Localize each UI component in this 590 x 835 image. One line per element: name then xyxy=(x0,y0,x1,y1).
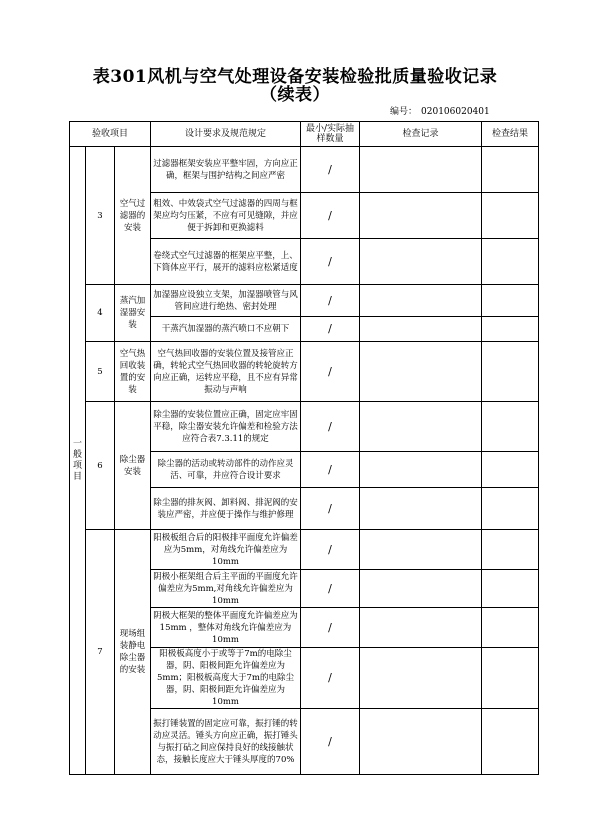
record-cell[interactable] xyxy=(360,530,482,570)
sample-cell: / xyxy=(301,452,360,488)
requirement-cell: 除尘器的安装位置应正确，固定应牢固平稳，除尘器安装允许偏差和检验方法应符合表7.3.11的规定 xyxy=(151,402,301,452)
sample-cell: / xyxy=(301,488,360,530)
result-cell[interactable] xyxy=(482,608,539,648)
table-row xyxy=(70,147,539,193)
item-name: 蒸汽加湿器安装 xyxy=(115,285,151,342)
record-cell[interactable] xyxy=(360,570,482,608)
requirement-cell: 除尘器的排灰阀、卸料阀、排泥阀的安装应严密，并应便于操作与维护修理 xyxy=(151,488,301,530)
result-cell[interactable] xyxy=(482,709,539,775)
result-cell[interactable] xyxy=(482,570,539,608)
record-cell[interactable] xyxy=(360,608,482,648)
record-code xyxy=(386,104,490,117)
sample-cell: / xyxy=(301,570,360,608)
result-cell[interactable] xyxy=(482,193,539,239)
result-cell[interactable] xyxy=(482,342,539,402)
result-cell[interactable] xyxy=(482,317,539,342)
record-cell[interactable] xyxy=(360,709,482,775)
item-no: 3 xyxy=(86,147,115,285)
sample-cell: / xyxy=(301,342,360,402)
result-cell[interactable] xyxy=(482,402,539,452)
result-cell[interactable] xyxy=(482,530,539,570)
requirement-cell: 空气热回收器的安装位置及接管应正确，转轮式空气热回收器的转轮旋转方向应正确，运转应平稳，且不应有异常振动与声响 xyxy=(151,342,301,402)
table-row xyxy=(70,285,539,317)
record-cell[interactable] xyxy=(360,285,482,317)
requirement-cell: 振打锤装置的固定应可靠，振打锤的转动应灵活。锤头方向应正确，振打锤头与振打砧之间应保持良好的线接触状态，接触长度应大于锤头厚度的70% xyxy=(151,709,301,775)
category-cell: 一般项目 xyxy=(70,147,86,775)
record-cell[interactable] xyxy=(360,147,482,193)
requirement-cell: 阳极板高度小于或等于7m的电除尘器，阴、阳极间距允许偏差应为5mm；阳极板高度大于7m的电除尘器，阴、阳极间距允许偏差应为10mm xyxy=(151,648,301,709)
sample-cell: / xyxy=(301,709,360,775)
item-name: 空气过滤器的安装 xyxy=(115,147,151,285)
result-cell[interactable] xyxy=(482,452,539,488)
result-cell[interactable] xyxy=(482,488,539,530)
requirement-cell: 粗效、中效袋式空气过滤器的四周与框架应均匀压紧，不应有可见缝隙，并应便于拆卸和更换滤料 xyxy=(151,193,301,239)
requirement-cell: 过滤器框架安装应平整牢固，方向应正确，框架与围护结构之间应严密 xyxy=(151,147,301,193)
header-record: 检查记录 xyxy=(360,122,482,147)
table-row xyxy=(70,342,539,402)
header-result: 检查结果 xyxy=(482,122,539,147)
sample-cell: / xyxy=(301,285,360,317)
sample-cell: / xyxy=(301,402,360,452)
sample-cell: / xyxy=(301,147,360,193)
record-cell[interactable] xyxy=(360,488,482,530)
sample-cell: / xyxy=(301,648,360,709)
item-name: 空气热回收装置的安装 xyxy=(115,342,151,402)
item-no: 7 xyxy=(86,530,115,775)
sample-cell: / xyxy=(301,239,360,285)
requirement-cell: 阴极大框架的整体平面度允许偏差应为 15mm ，整体对角线允许偏差应为10mm xyxy=(151,608,301,648)
requirement-cell: 干蒸汽加湿器的蒸汽喷口不应朝下 xyxy=(151,317,301,342)
requirement-cell: 加湿器应设独立支架，加湿器喷管与风管间应进行绝热、密封处理 xyxy=(151,285,301,317)
code-label: 编号： xyxy=(390,107,418,117)
table-row xyxy=(70,402,539,452)
page-title: 表301风机与空气处理设备安装检验批质量验收记录 xyxy=(92,67,498,87)
record-cell[interactable] xyxy=(360,342,482,402)
result-cell[interactable] xyxy=(482,147,539,193)
result-cell[interactable] xyxy=(482,285,539,317)
header-sample: 最小/实际抽样数量 xyxy=(301,122,360,147)
requirement-cell: 除尘器的活动或转动部件的动作应灵活、可靠，并应符合设计要求 xyxy=(151,452,301,488)
header-row xyxy=(70,122,539,147)
header-item: 验收项目 xyxy=(70,122,151,147)
code-value: 020106020401 xyxy=(421,107,490,117)
item-no: 4 xyxy=(86,285,115,342)
item-no: 5 xyxy=(86,342,115,402)
inspection-table xyxy=(69,121,539,775)
sample-cell: / xyxy=(301,317,360,342)
requirement-cell: 阳极板组合后的阳极排平面度允许偏差应为5mm，对角线允许偏差应为10mm xyxy=(151,530,301,570)
record-cell[interactable] xyxy=(360,239,482,285)
sample-cell: / xyxy=(301,530,360,570)
record-cell[interactable] xyxy=(360,648,482,709)
item-no: 6 xyxy=(86,402,115,530)
sample-cell: / xyxy=(301,193,360,239)
item-name: 现场组装静电除尘器的安装 xyxy=(115,530,151,775)
requirement-cell: 阴极小框架组合后主平面的平面度允许偏差应为5mm,对角线允许偏差应为10mm xyxy=(151,570,301,608)
record-cell[interactable] xyxy=(360,317,482,342)
record-cell[interactable] xyxy=(360,193,482,239)
page-subtitle: （续表） xyxy=(260,85,330,105)
sample-cell: / xyxy=(301,608,360,648)
result-cell[interactable] xyxy=(482,239,539,285)
requirement-cell: 卷绕式空气过滤器的框架应平整，上、下筒体应平行，展开的滤料应松紧适度 xyxy=(151,239,301,285)
table-row xyxy=(70,530,539,570)
header-design: 设计要求及规范规定 xyxy=(151,122,301,147)
result-cell[interactable] xyxy=(482,648,539,709)
item-name: 除尘器安装 xyxy=(115,402,151,530)
record-cell[interactable] xyxy=(360,402,482,452)
record-cell[interactable] xyxy=(360,452,482,488)
